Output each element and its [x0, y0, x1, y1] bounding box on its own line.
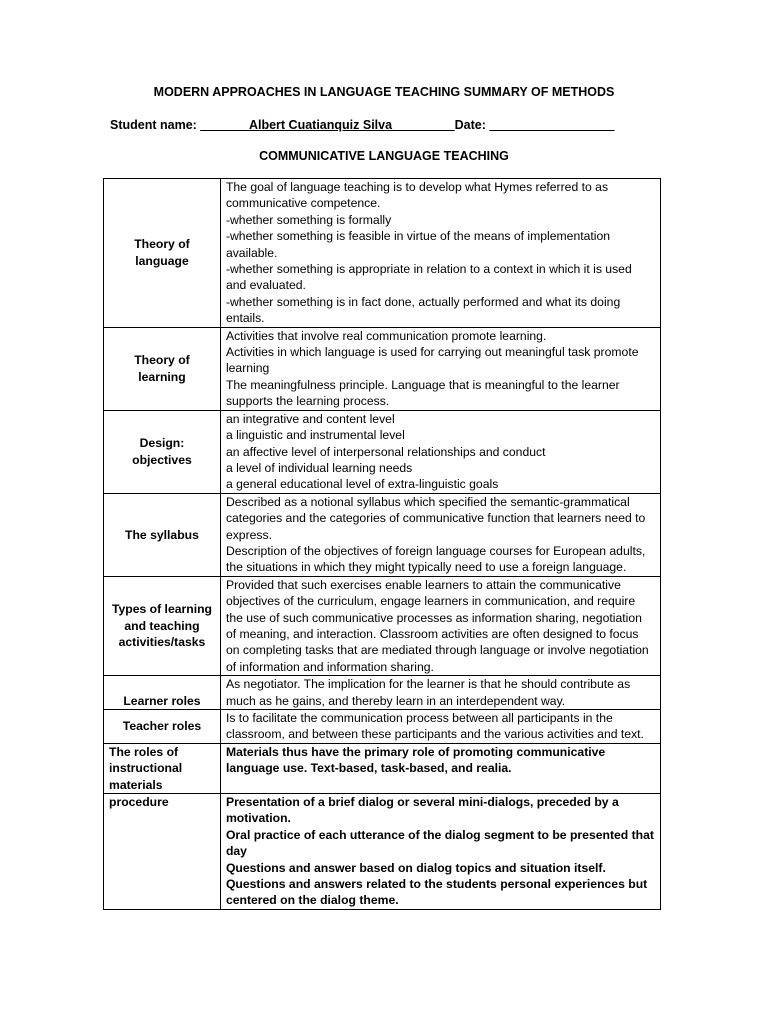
student-name-value: Albert Cuatianquiz Silva	[248, 118, 393, 132]
content-line: Presentation of a brief dialog or several mini-dialogs, preceded by a motivation.	[225, 795, 619, 826]
student-info-line	[110, 118, 615, 132]
content-line: a level of individual learning needs	[225, 460, 413, 475]
content-line: Questions and answers related to the students personal experiences but centered on the dialog theme.	[225, 877, 648, 908]
content-line: Described as a notional syllabus which specified the semantic-grammatical categories and the categories of communicative function that learners need to express.	[225, 494, 646, 542]
content-line: Activities that involve real communication promote learning.	[225, 328, 547, 343]
content-line: Questions and answer based on dialog topics and situation itself.	[225, 860, 606, 875]
methods-table	[103, 178, 661, 910]
content-line: -whether something is formally	[225, 212, 392, 227]
table-row-syllabus	[104, 493, 661, 576]
row-content	[220, 743, 660, 793]
student-name-blank-before: _______	[200, 118, 249, 132]
content-line: a linguistic and instrumental level	[225, 428, 405, 443]
section-title: COMMUNICATIVE LANGUAGE TEACHING	[259, 149, 509, 163]
content-line: Provided that such exercises enable learners to attain the communicative objectives of the curriculum, engage learners in communication, and require the use of such communicative processes as information sharing, negotiation of meaning, and interaction. Classroom activities are often designed to focus on completing tasks that are mediated through language or involve negotiation of information and information sharing.	[225, 577, 649, 674]
content-line: Activities in which language is used for carrying out meaningful task promote learning	[225, 345, 639, 376]
row-label: The roles of instructional materials	[104, 743, 221, 793]
content-line: -whether something is in fact done, actually performed and what its doing entails.	[225, 294, 621, 326]
content-line: -whether something is feasible in virtue of the means of implementation available.	[225, 229, 611, 260]
table-row-theory-of-language	[104, 179, 661, 328]
content-line: Materials thus have the primary role of promoting communicative language use. Text-based, task-based, and realia.	[225, 744, 606, 776]
content-line: -whether something is appropriate in relation to a context in which it is used and evaluated.	[225, 262, 632, 293]
row-label: Design: objectives	[104, 410, 221, 493]
table-row-activities	[104, 576, 661, 675]
table-row-instructional-materials	[104, 743, 661, 793]
row-content	[220, 410, 660, 493]
row-label: procedure	[104, 794, 221, 910]
table-row-theory-of-learning	[104, 327, 661, 410]
content-line: The meaningfulness principle. Language that is meaningful to the learner supports the learning process.	[225, 377, 620, 409]
content-line: Oral practice of each utterance of the dialog segment to be presented that day	[225, 827, 654, 859]
table-row-design-objectives	[104, 410, 661, 493]
content-line: an integrative and content level	[225, 411, 395, 426]
table-row-procedure	[104, 794, 661, 910]
content-line: The goal of language teaching is to develop what Hymes referred to as communicative competence.	[225, 180, 609, 211]
row-label: The syllabus	[104, 493, 221, 576]
row-content	[220, 710, 660, 744]
document-title: MODERN APPROACHES IN LANGUAGE TEACHING SUMMARY OF METHODS	[153, 85, 615, 99]
student-name-blank-after: _________	[392, 118, 455, 132]
row-content	[220, 179, 660, 328]
date-blank: __________________	[489, 118, 615, 132]
row-content	[220, 493, 660, 576]
row-content	[220, 794, 660, 910]
content-line: As negotiator. The implication for the learner is that he should contribute as much as he gains, and thereby learn in an interdependent way.	[225, 677, 631, 708]
row-label: Types of learning and teaching activities/tasks	[104, 576, 221, 675]
content-line: Is to facilitate the communication process between all participants in the classroom, and between these participants and the various activities and text.	[225, 711, 644, 742]
student-name-label: Student name:	[110, 118, 201, 132]
content-line: Description of the objectives of foreign language courses for European adults, the situations in which they might typically need to use a foreign language.	[225, 543, 646, 575]
row-content	[220, 327, 660, 410]
row-label: Teacher roles	[104, 710, 221, 744]
row-label: Theory of language	[104, 179, 221, 328]
row-label: Learner roles	[104, 676, 221, 710]
content-line: an affective level of interpersonal relationships and conduct	[225, 444, 546, 459]
content-line: a general educational level of extra-linguistic goals	[225, 477, 499, 492]
table-row-learner-roles	[104, 676, 661, 710]
date-label: Date:	[454, 118, 490, 132]
table-row-teacher-roles	[104, 710, 661, 744]
row-label: Theory of learning	[104, 327, 221, 410]
row-content	[220, 576, 660, 675]
row-content	[220, 676, 660, 710]
